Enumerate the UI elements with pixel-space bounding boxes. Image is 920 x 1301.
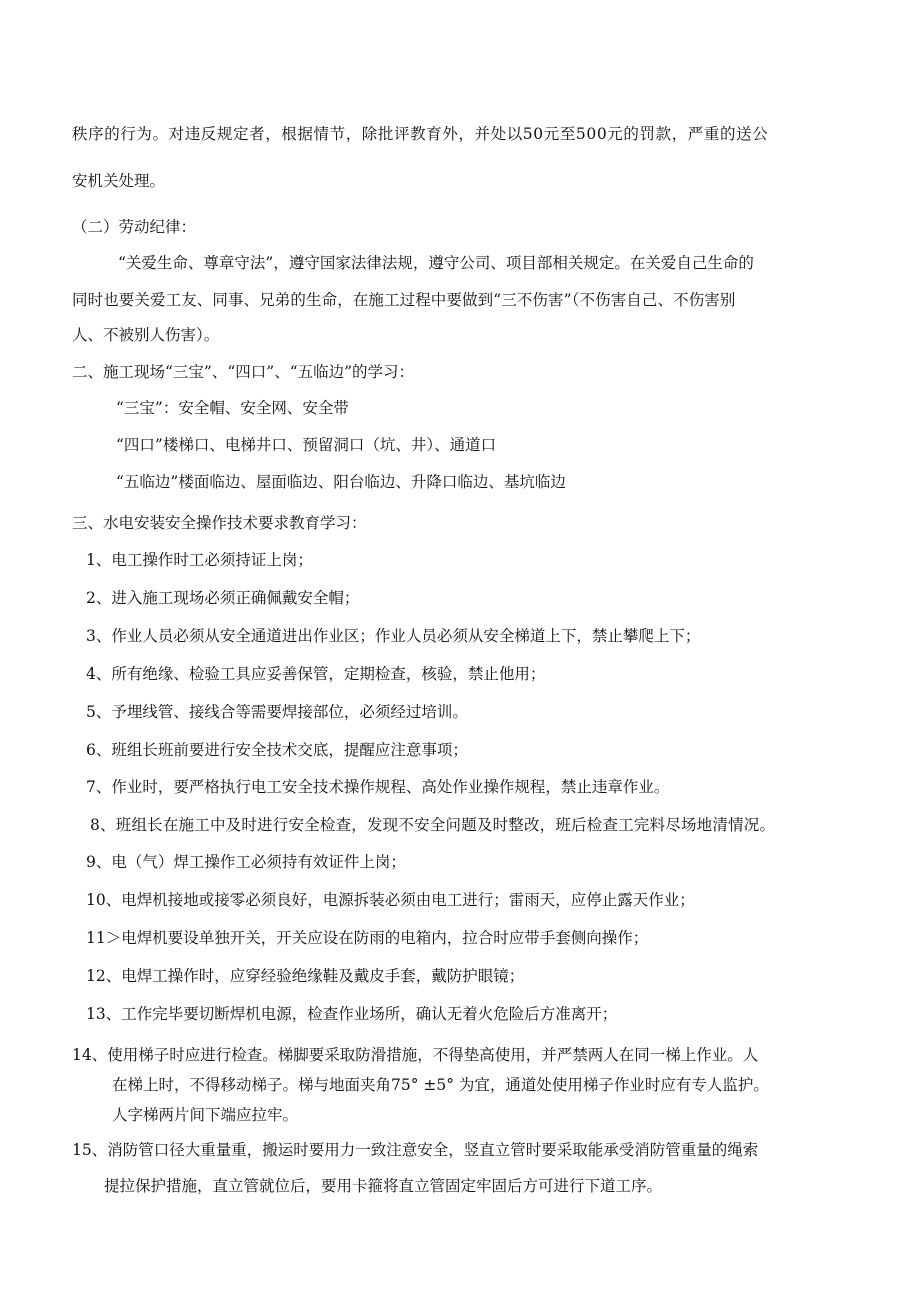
section-three-item-3: 3、作业人员必须从安全通道进出作业区；作业人员必须从安全梯道上下，禁止攀爬上下；	[86, 627, 701, 645]
section-two-item-2: “四口”楼梯口、电梯井口、预留洞口（坑、井）、通道口	[116, 436, 497, 454]
section-three-item-4: 4、所有绝缘、检验工具应妥善保管，定期检查，核验，禁止他用；	[86, 665, 546, 683]
labor-body-line-3: 人、不被别人伤害）。	[72, 326, 220, 344]
item-15-line-2: 提拉保护措施，直立管就位后，要用卡箍将直立管固定牢固后方可进行下道工序。	[104, 1177, 663, 1195]
item-15-line-1: 15、消防管口径大重量重，搬运时要用力一致注意安全，竖直立管时要采取能承受消防管重量的绳索	[72, 1141, 759, 1159]
section-three-item-5: 5、予埋线管、接线合等需要焊接部位，必须经过培训。	[86, 703, 468, 721]
labor-heading: （二）劳动纪律：	[72, 218, 197, 236]
section-three-item-13: 13、工作完毕要切断焊机电源，检查作业场所，确认无着火危险后方准离开；	[86, 1005, 618, 1023]
item-14-line-1: 14、使用梯子时应进行检查。梯脚要采取防滑措施，不得垫高使用，并严禁两人在同一梯上作业。人	[72, 1046, 759, 1064]
labor-body-line-1: “关爱生命、尊章守法”，遵守国家法律法规，遵守公司、项目部相关规定。在关爱自己生命的	[118, 254, 754, 272]
continuation-line-2: 安机关处理。	[72, 172, 166, 190]
item-14-line-3: 人字梯两片间下端应拉牢。	[112, 1106, 299, 1124]
section-three-item-1: 1、电工操作时工必须持证上岗；	[86, 551, 313, 569]
continuation-line-1: 秩序的行为。对违反规定者，根据情节，除批评教育外，并处以50元至500元的罚款，严重的送公	[72, 125, 769, 143]
section-three-heading: 三、水电安装安全操作技术要求教育学习：	[72, 514, 367, 532]
section-three-item-10: 10、电焊机接地或接零必须良好，电源拆装必须由电工进行；雷雨天，应停止露天作业；	[86, 891, 695, 909]
section-three-item-9: 9、电（气）焊工操作工必须持有效证件上岗；	[86, 853, 406, 871]
section-two-item-3: “五临边”楼面临边、屋面临边、阳台临边、升降口临边、基坑临边	[116, 473, 566, 491]
section-two-item-1: “三宝”：安全帽、安全网、安全带	[116, 399, 349, 417]
section-three-item-2: 2、进入施工现场必须正确佩戴安全帽；	[86, 589, 360, 607]
item-14-line-2: 在梯上时，不得移动梯子。梯与地面夹角75° ±5° 为宜，通道处使用梯子作业时应有专人监护。	[112, 1076, 769, 1094]
labor-body-line-2: 同时也要关爱工友、同事、兄弟的生命，在施工过程中要做到“三不伤害”（不伤害自己、不伤害别	[72, 291, 736, 309]
section-three-item-8: 8、班组长在施工中及时进行安全检查，发现不安全问题及时整改，班后检查工完料尽场地清情况。	[90, 816, 776, 834]
section-three-item-11: 11＞电焊机要设单独开关，开关应设在防雨的电箱内，拉合时应带手套侧向操作；	[86, 929, 649, 947]
section-three-item-12: 12、电焊工操作时，应穿经验绝缘鞋及戴皮手套，戴防护眼镜；	[86, 967, 525, 985]
section-three-item-6: 6、班组长班前要进行安全技术交底，提醒应注意事项；	[86, 741, 468, 759]
section-two-heading: 二、施工现场“三宝”、“四口”、“五临边”的学习：	[72, 363, 415, 381]
section-three-item-7: 7、作业时，要严格执行电工安全技术操作规程、高处作业操作规程，禁止违章作业。	[86, 778, 670, 796]
